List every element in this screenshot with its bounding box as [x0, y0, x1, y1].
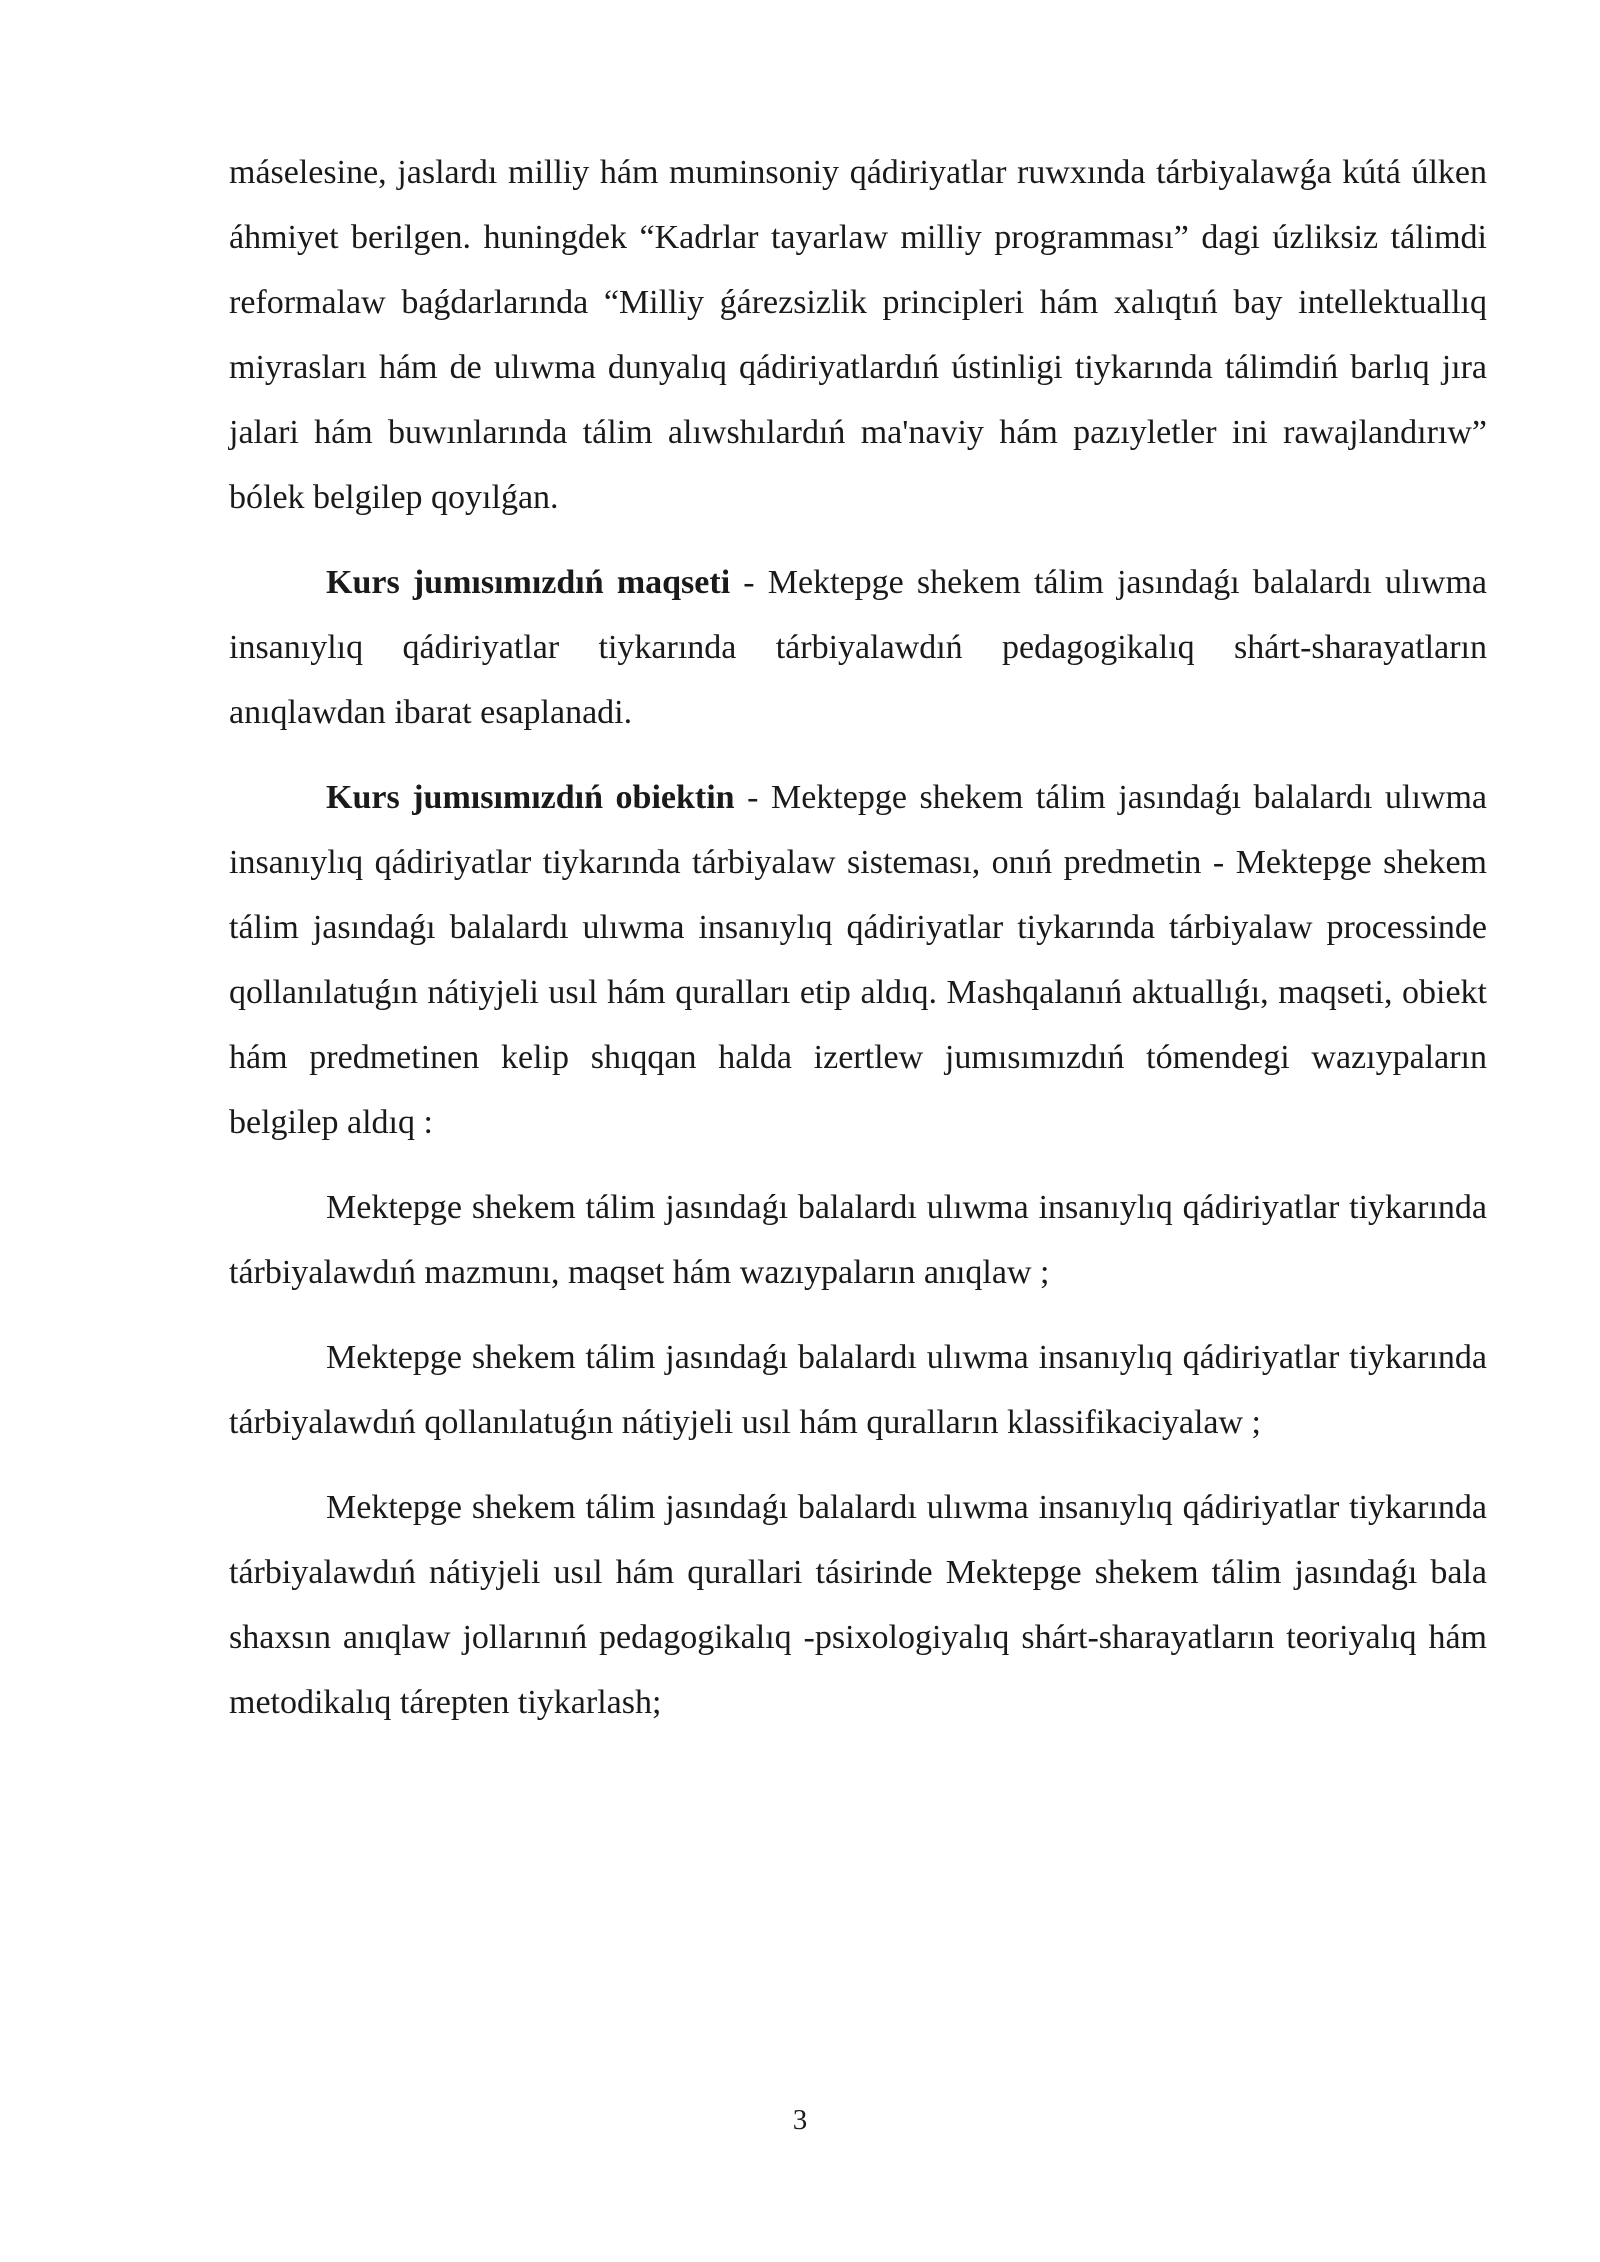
document-body	[229, 140, 1487, 1735]
paragraph-course-object	[229, 765, 1487, 1155]
course-goal-term: Kurs jumısımızdıń maqseti	[326, 564, 731, 601]
paragraph-course-goal	[229, 550, 1487, 745]
paragraph-intro: máselesine, jaslardı milliy hám muminsoniy qádiriyatlar ruwxında tárbiyalawǵa kútá úlken áhmiyet berilgen. huningdek “Kadrlar tayarlaw milliy programması” dagi úzliksiz tálimdi reformalaw baǵdarlarında “Milliy ǵárezsizlik principleri hám xalıqtıń bay intellektuallıq miyrasları hám de ulıwma dunyalıq qádiriyatlardıń ústinligi tiykarında tálimdiń barlıq jıra jalari hám buwınlarında tálim alıwshılardıń ma'naviy hám pazıyletler ini rawajlandırıw” bólek belgilep qoyılǵan.	[229, 154, 1487, 516]
paragraph-task-1: Mektepge shekem tálim jasındaǵı balalardı ulıwma insanıylıq qádiriyatlar tiykarında tárbiyalawdıń mazmunı, maqset hám wazıypaların anıqlaw ;	[229, 1189, 1487, 1291]
page-number: 3	[792, 2104, 808, 2136]
course-object-text: - Mektepge shekem tálim jasındaǵı balalardı ulıwma insanıylıq qádiriyatlar tiykarında tárbiyalaw sisteması, onıń predmetin - Mektepge shekem tálim jasındaǵı balalardı ulıwma insanıylıq qádiriyatlar tiykarında tárbiyalaw processinde qollanılatuǵın nátiyjeli usıl hám quralları etip aldıq. Mashqalanıń aktuallıǵı, maqseti, obiekt hám predmetinen kelip shıqqan halda izertlew jumısımızdıń tómendegi wazıypaların belgilep aldıq :	[229, 779, 1488, 1141]
paragraph-task-2: Mektepge shekem tálim jasındaǵı balalardı ulıwma insanıylıq qádiriyatlar tiykarında tárbiyalawdıń qollanılatuǵın nátiyjeli usıl hám quralların klassifikaciyalaw ;	[229, 1339, 1487, 1441]
paragraph-task-3: Mektepge shekem tálim jasındaǵı balalardı ulıwma insanıylıq qádiriyatlar tiykarında tárbiyalawdıń nátiyjeli usıl hám qurallari tásirinde Mektepge shekem tálim jasındaǵı bala shaxsın anıqlaw jollarınıń pedagogikalıq -psixologiyalıq shárt-sharayatların teoriyalıq hám metodikalıq tárepten tiykarlash;	[229, 1489, 1487, 1721]
course-object-term: Kurs jumısımızdıń obiektin	[326, 779, 735, 816]
course-goal-text: - Mektepge shekem tálim jasındaǵı balalardı ulıwma insanıylıq qádiriyatlar tiykarında tárbiyalawdıń pedagogikalıq shárt-sharayatların anıqlawdan ibarat esaplanadi.	[229, 564, 1487, 731]
